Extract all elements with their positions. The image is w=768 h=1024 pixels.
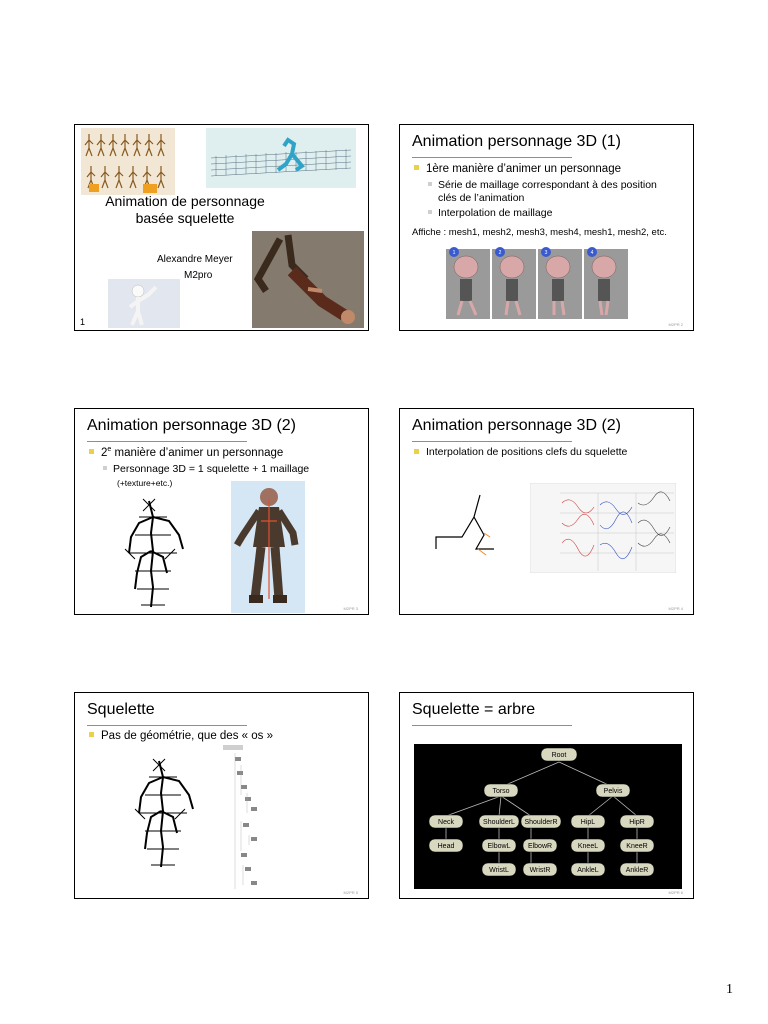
bullet-text-prefix: 2 — [101, 446, 108, 459]
skeleton-image — [123, 757, 207, 877]
bullet-text: manière d’animer un personnage — [111, 446, 284, 459]
slide-footer: M2PR 3 — [343, 606, 358, 611]
tree-node-label: AnkleL — [577, 867, 599, 874]
bullet-square-icon — [89, 449, 94, 454]
bullet-text: 1ère manière d’animer un personnage — [426, 163, 621, 175]
bullet-item — [89, 730, 273, 742]
slide-2-title: Animation personnage 3D (1) — [412, 133, 622, 150]
sub-bullet-item — [428, 207, 552, 220]
sub-bullet-square-icon — [103, 466, 107, 470]
tree-node-label: ShoulderL — [483, 819, 515, 826]
author-name: Alexandre Meyer — [157, 254, 233, 265]
slide-2 — [399, 124, 694, 331]
bullet-item — [414, 446, 627, 458]
slide-6 — [399, 692, 694, 899]
sub-bullet-item — [428, 179, 657, 205]
slide-4-title: Animation personnage 3D (2) — [412, 417, 622, 434]
tree-node-label: Root — [551, 752, 567, 759]
tree-node-label: WristR — [529, 867, 551, 874]
slide-6-title: Squelette = arbre — [412, 701, 536, 718]
bullet-text-sup: e — [107, 446, 112, 453]
tree-node-label: HipL — [580, 819, 596, 826]
skeleton-tree-diagram — [414, 744, 682, 889]
slide-footer: M2PR 4 — [668, 606, 683, 611]
sub-bullet-square-icon — [428, 210, 432, 214]
bullet-square-icon — [414, 165, 419, 170]
course-name: M2pro — [184, 270, 213, 281]
slide-footer: M2PR 2 — [668, 322, 683, 327]
tree-node-label: Torso — [492, 788, 510, 795]
sub-bullet-text: Personnage 3D = 1 squelette + 1 maillage — [113, 463, 310, 475]
sub-bullet-square-icon — [428, 182, 432, 186]
slide-number: 1 — [80, 317, 86, 327]
slide-footer: M2PR 6 — [668, 890, 683, 895]
sub-bullet-item — [103, 463, 309, 476]
tree-node-label: ElbowR — [527, 843, 553, 850]
slide-footer: M2PR 5 — [343, 890, 358, 895]
bullet-square-icon — [89, 732, 94, 737]
sub-bullet-text-line2: clés de l’animation — [438, 192, 525, 204]
sub-bullet-text-line1: Série de maillage correspondant à des position — [438, 179, 657, 191]
tree-node-label: Head — [437, 843, 455, 850]
skeleton-image — [111, 495, 195, 613]
page-number: 1 — [726, 982, 733, 997]
tree-node-label: HipR — [629, 819, 645, 826]
walk-cycle-image — [81, 128, 175, 195]
slide-5-title: Squelette — [87, 701, 155, 718]
sub-bullet-continuation: (+texture+etc.) — [117, 478, 173, 488]
title-underline — [412, 441, 572, 442]
frame-label: 3 — [544, 250, 548, 256]
curves-chart-image — [530, 483, 676, 573]
tree-node-label: Pelvis — [603, 788, 623, 795]
character-mesh-image — [231, 481, 305, 613]
title-underline — [412, 157, 572, 158]
bullet-item — [414, 163, 621, 175]
hierarchy-listing-image — [215, 745, 295, 895]
tree-node-label: KneeR — [626, 843, 648, 850]
tree-node-label: Neck — [438, 819, 454, 826]
tree-node-label: ElbowL — [487, 843, 511, 850]
sub-bullet-text: Interpolation de maillage — [438, 207, 553, 219]
slide-4 — [399, 408, 694, 615]
skeleton-leg-image — [430, 493, 514, 573]
title-underline — [87, 441, 247, 442]
affiche-text: Affiche : mesh1, mesh2, mesh3, mesh4, mesh1, mesh2, etc. — [412, 227, 667, 238]
bullet-text: Pas de géométrie, que des « os » — [101, 730, 273, 742]
tree-node-label: KneeL — [577, 843, 599, 850]
tree-node-label: AnkleR — [625, 867, 649, 874]
frame-label: 2 — [498, 250, 502, 256]
bullet-item — [89, 446, 283, 459]
slide-1 — [74, 124, 369, 331]
motion-grid-image — [206, 128, 356, 188]
title-underline — [412, 725, 572, 726]
frame-label: 1 — [452, 250, 456, 256]
bullet-text: Interpolation de positions clefs du squelette — [426, 446, 628, 458]
falling-character-image — [252, 231, 364, 328]
frame-label: 4 — [590, 250, 594, 256]
slide-3 — [74, 408, 369, 615]
bullet-square-icon — [414, 449, 419, 454]
mesh-frames-image — [446, 247, 628, 321]
white-figure-image — [108, 279, 180, 328]
slide-3-title: Animation personnage 3D (2) — [87, 417, 297, 434]
slide-1-title-line1: Animation de personnage — [105, 193, 265, 209]
slide-1-title — [105, 193, 265, 227]
tree-node-label: WristL — [489, 867, 509, 874]
title-underline — [87, 725, 247, 726]
tree-node-label: ShoulderR — [524, 819, 558, 826]
slide-1-title-line2: basée squelette — [135, 210, 235, 226]
slide-5 — [74, 692, 369, 899]
